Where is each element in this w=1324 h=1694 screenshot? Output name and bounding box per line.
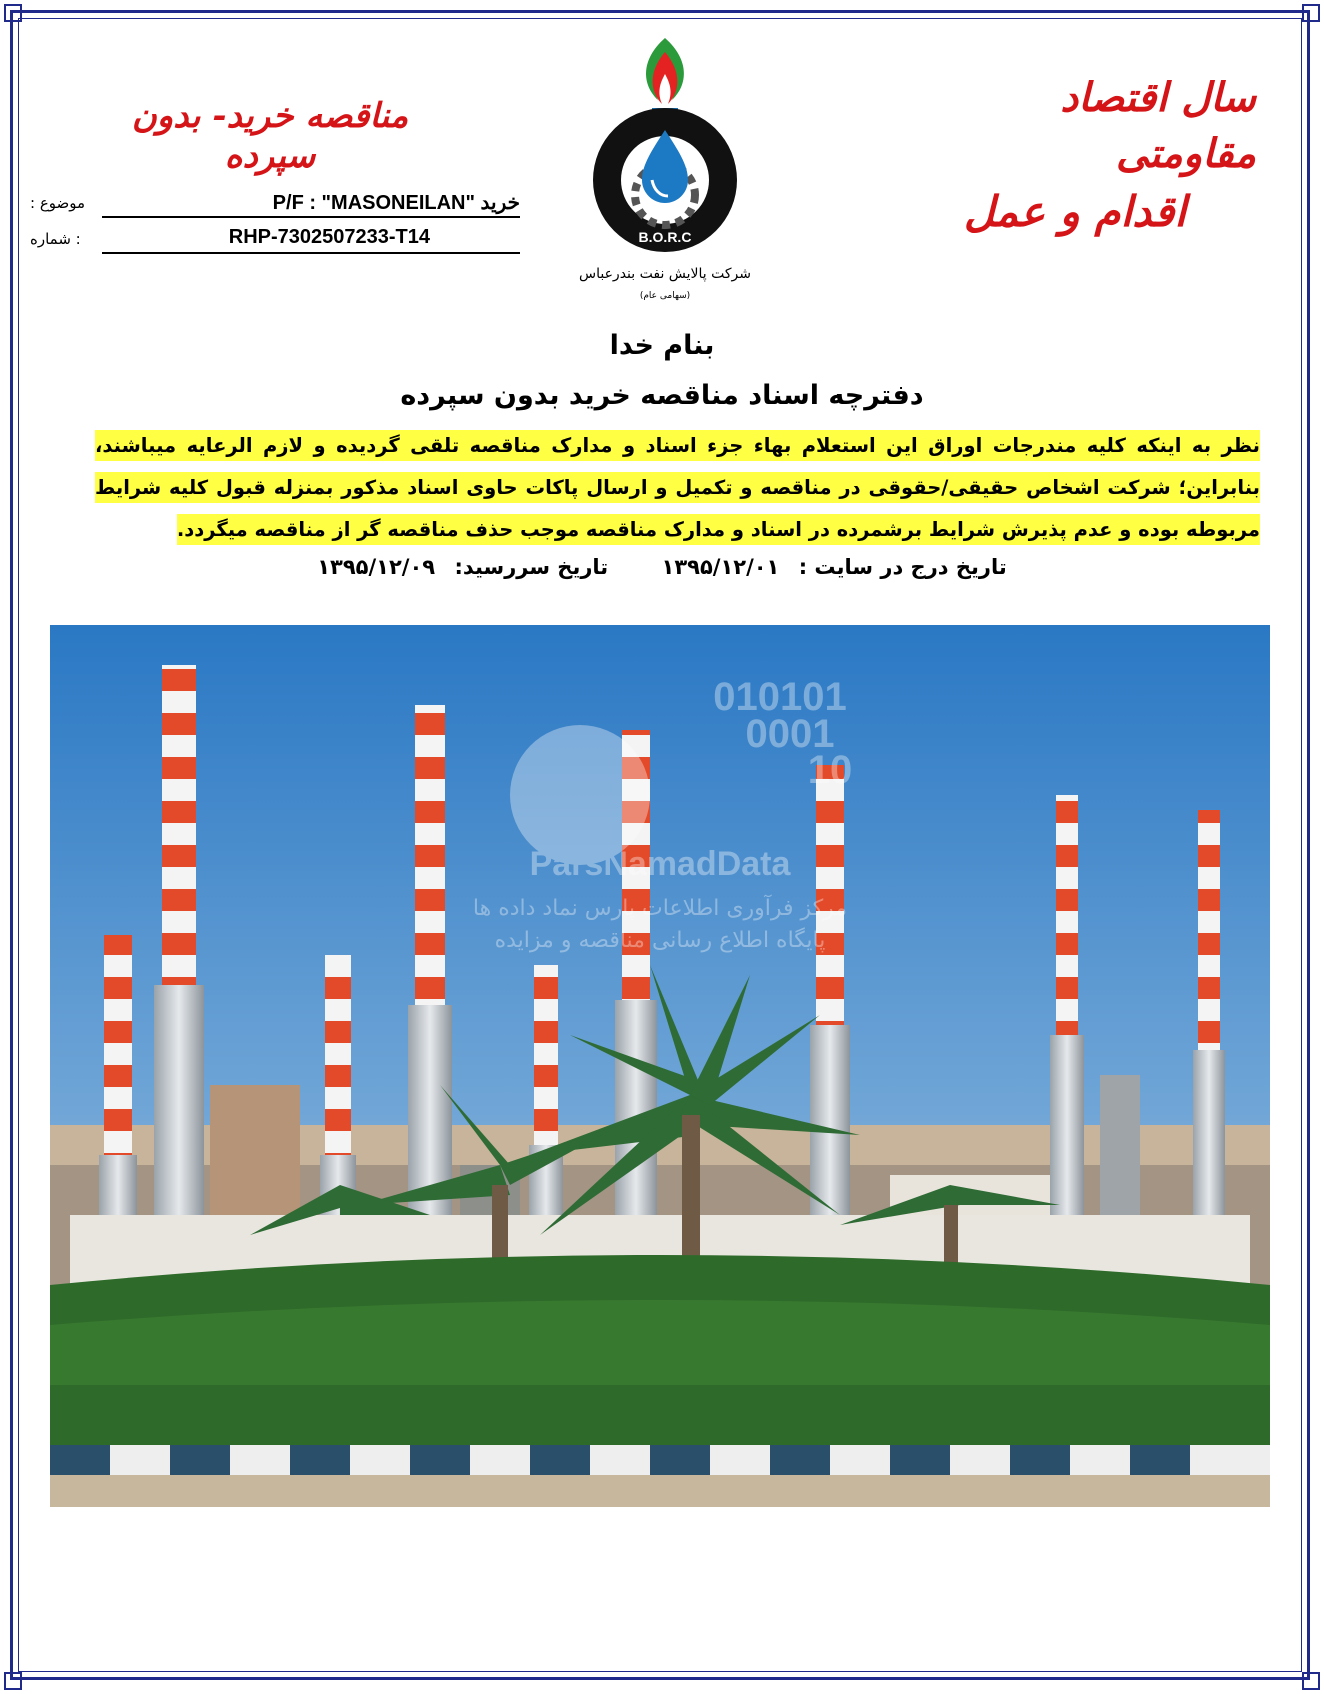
refinery-illustration bbox=[50, 625, 1270, 1507]
notice-paragraph bbox=[95, 425, 1260, 551]
subject-label: موضوع : bbox=[30, 194, 86, 212]
refinery-photo bbox=[50, 625, 1270, 1507]
borc-logo-graphic bbox=[570, 30, 760, 310]
frame-corner bbox=[4, 4, 22, 22]
subject-row bbox=[30, 190, 520, 218]
watermark-line-1: مرکز فرآوری اطلاعات پارس نماد داده ها bbox=[472, 896, 848, 921]
watermark-line-2: پایگاه اطلاع رسانی مناقصه و مزایده bbox=[494, 928, 826, 953]
subject-underline bbox=[102, 216, 520, 218]
bismillah-heading: بنام خدا bbox=[609, 330, 715, 361]
logo-abbr: B.O.R.C bbox=[638, 229, 692, 245]
due-date-label: تاریخ سررسید: bbox=[454, 555, 609, 579]
slogan-line-2: اقدام و عمل bbox=[963, 187, 1186, 236]
logo-company-type: (سهامی عام) bbox=[639, 291, 691, 301]
logo-company-name: شرکت پالایش نفت بندرعباس bbox=[579, 266, 751, 282]
company-logo bbox=[570, 30, 760, 310]
slogan-resistance-economy bbox=[916, 70, 1256, 242]
number-value: RHP-7302507233-T14 bbox=[228, 226, 430, 248]
slogan-line-1: سال اقتصاد مقاومتی bbox=[1060, 74, 1256, 177]
number-row bbox=[30, 226, 520, 254]
posted-date-label: تاریخ درج در سایت : bbox=[798, 555, 1007, 579]
watermark-binary-2: 0001 bbox=[745, 712, 835, 756]
watermark-binary-1: 010101 bbox=[713, 675, 847, 719]
frame-corner bbox=[1302, 1672, 1320, 1690]
posted-date-value: ۱۳۹۵/۱۲/۰۱ bbox=[661, 555, 780, 579]
due-date-value: ۱۳۹۵/۱۲/۰۹ bbox=[317, 555, 436, 579]
dates-row bbox=[0, 555, 1324, 579]
notice-text: نظر به اینکه کلیه مندرجات اوراق این استعلام بهاء جزء اسناد و مدارک مناقصه تلقی گردیده و لازم الرعایه میباشند، بنابراین؛ شرکت اشخاص حقیقی/حقوقی در مناقصه و تکمیل و ارسال پاکات حاوی اسناد مذکور بمنزله قبول کلیه شرایط مربوطه بوده و عدم پذیرش شرایط برشمرده در اسناد و مدارک مناقصه موجب حذف مناقصه گر از مناقصه میگردد. bbox=[95, 430, 1260, 545]
number-label: : شماره bbox=[30, 230, 81, 248]
subject-value: P/F : "MASONEILAN" خرید bbox=[272, 192, 520, 214]
watermark-binary-3: 10 bbox=[807, 748, 853, 792]
number-underline bbox=[102, 252, 520, 254]
watermark-brand: ParsNamadData bbox=[529, 845, 791, 883]
frame-corner bbox=[4, 1672, 22, 1690]
frame-corner bbox=[1302, 4, 1320, 22]
tender-type-label: مناقصه خرید- بدون سپرده bbox=[131, 96, 409, 176]
document-title: دفترچه اسناد مناقصه خرید بدون سپرده bbox=[400, 380, 924, 411]
